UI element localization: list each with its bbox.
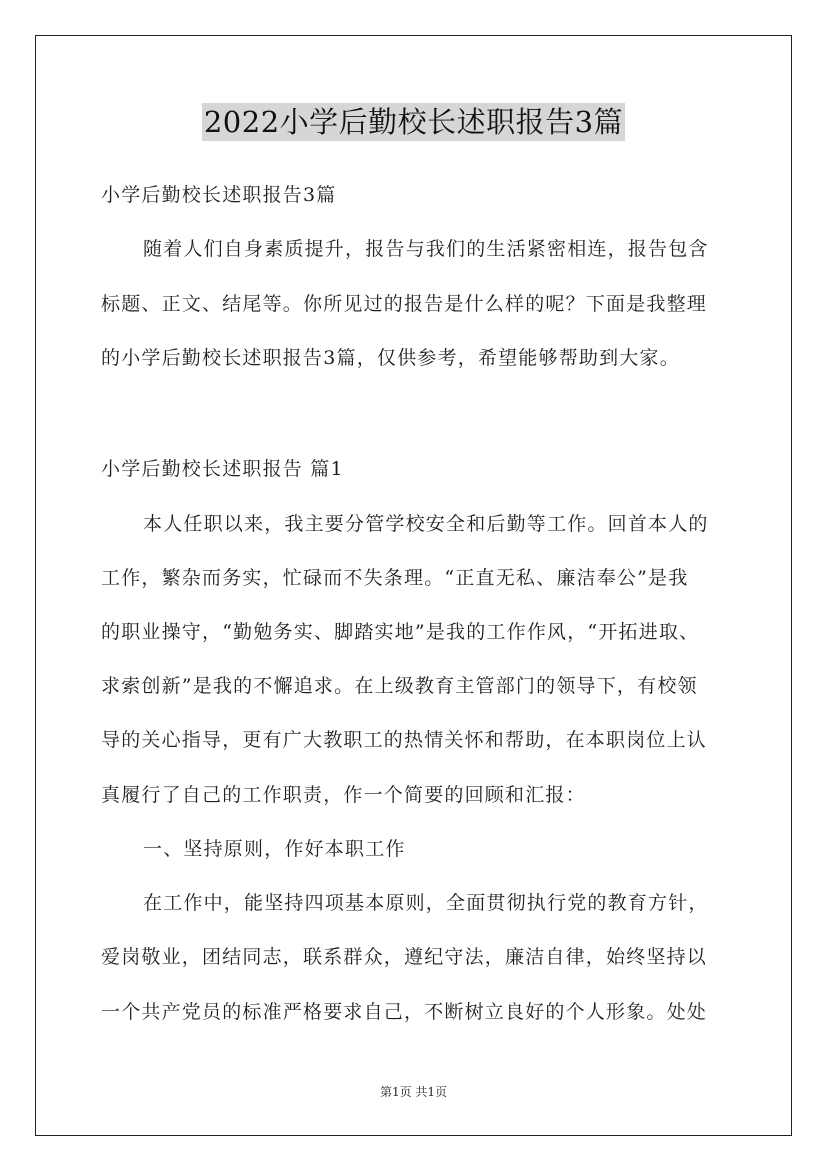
page-footer: 第1页 共1页 (379, 1085, 448, 1099)
section1-line-1: 本人任职以来，我主要分管学校安全和后勤等工作。回首本人的 (143, 513, 709, 535)
intro-line-2: 标题、正文、结尾等。你所见过的报告是什么样的呢？下面是我整理 (101, 293, 708, 315)
para2-line-3: 一个共产党员的标准严格要求自己，不断树立良好的个人形象。处处 (101, 1001, 708, 1023)
section-heading: 小学后勤校长述职报告 篇1 (101, 458, 344, 480)
document-title: 2022小学后勤校长述职报告3篇 (203, 105, 624, 139)
para2-line-2: 爱岗敬业，团结同志，联系群众，遵纪守法，廉洁自律，始终坚持以 (101, 946, 708, 968)
section1-line-3: 的职业操守，“勤勉务实、脚踏实地”是我的工作作风，“开拓进取、 (101, 621, 700, 643)
subheading-1: 一、坚持原则，作好本职工作 (143, 838, 406, 860)
section1-line-4: 求索创新”是我的不懈追求。在上级教育主管部门的领导下，有校领 (101, 675, 698, 697)
title-container (0, 103, 827, 141)
para2-line-1: 在工作中，能坚持四项基本原则，全面贯彻执行党的教育方针， (143, 892, 709, 914)
section1-line-5: 导的关心指导，更有广大教职工的热情关怀和帮助，在本职岗位上认 (101, 729, 708, 751)
document-subtitle: 小学后勤校长述职报告3篇 (101, 184, 337, 206)
intro-line-3: 的小学后勤校长述职报告3篇，仅供参考，希望能够帮助到大家。 (101, 347, 680, 369)
section1-line-6: 真履行了自己的工作职责，作一个简要的回顾和汇报： (101, 784, 586, 806)
intro-line-1: 随着人们自身素质提升，报告与我们的生活紧密相连，报告包含 (143, 238, 709, 260)
section1-line-2: 工作，繁杂而务实，忙碌而不失条理。“正直无私、廉洁奉公”是我 (101, 567, 689, 589)
